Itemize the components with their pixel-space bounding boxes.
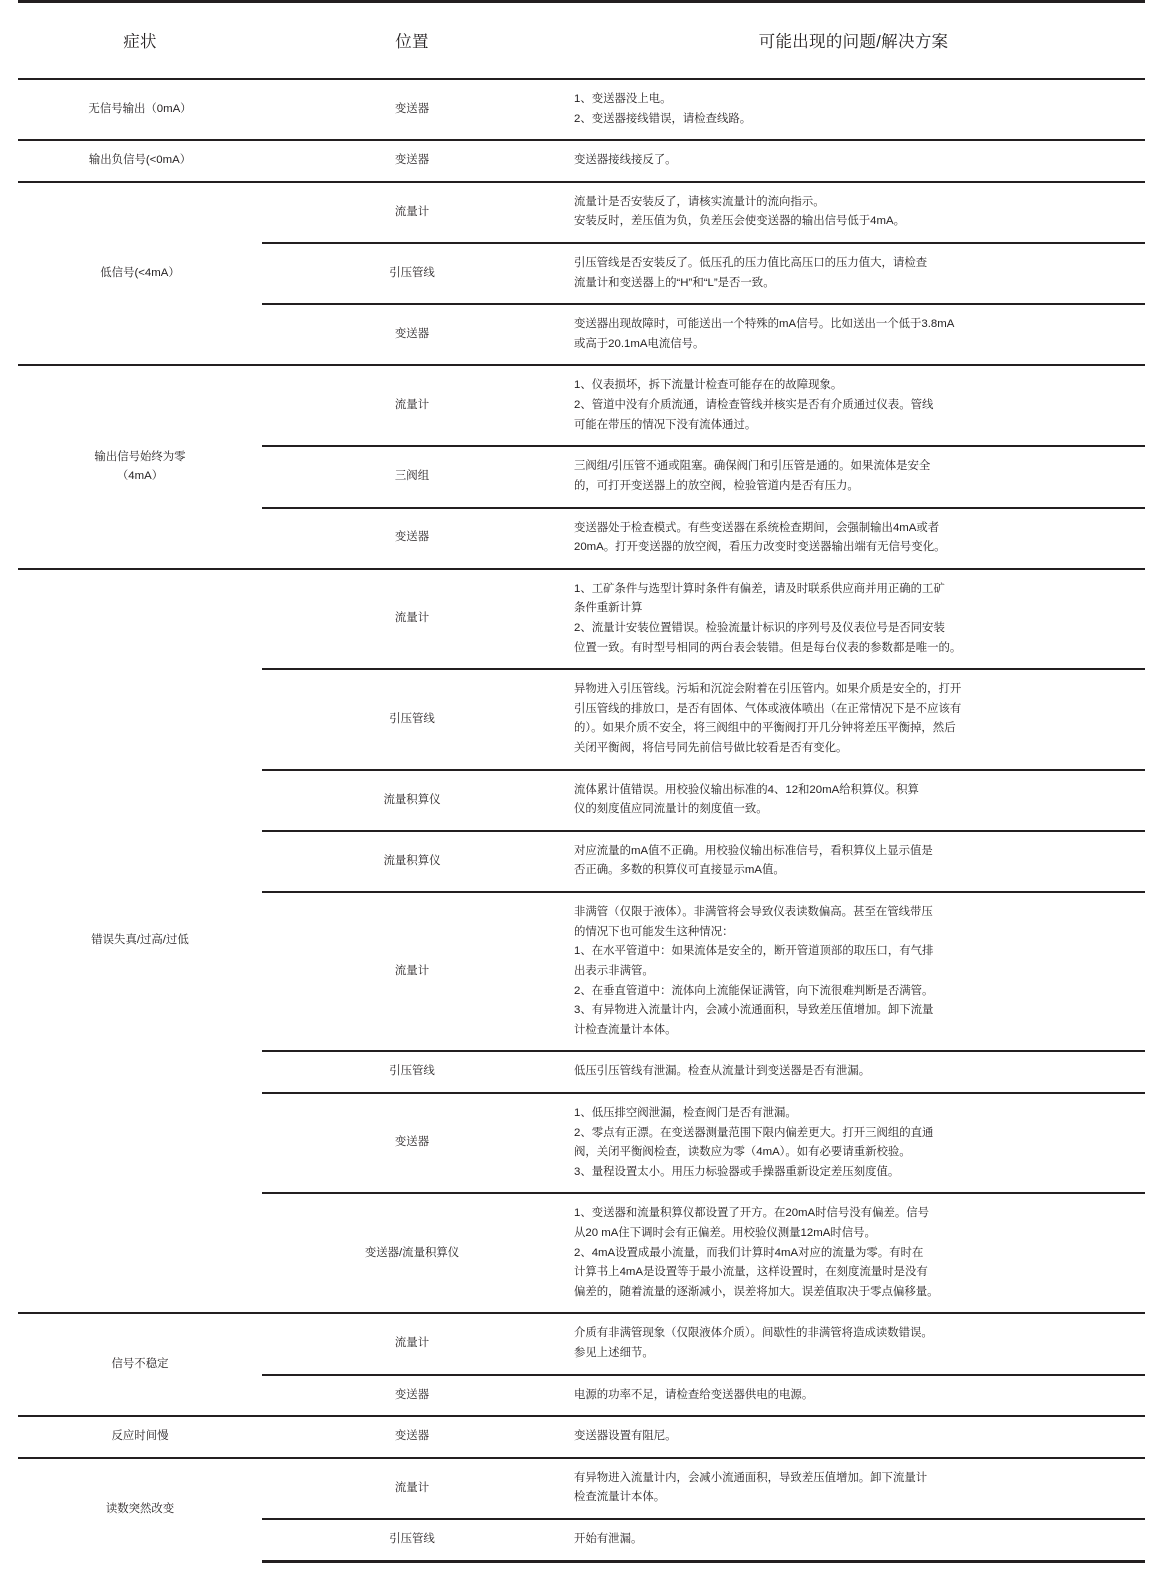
solution-line: 变送器出现故障时，可能送出一个特殊的mA信号。比如送出一个低于3.8mA	[574, 318, 955, 331]
solution-line: 条件重新计算	[574, 602, 643, 615]
solution-line: 非满管（仅限于液体）。非满管将会导致仪表读数偏高。甚至在管线带压	[574, 906, 933, 919]
solution-line: 计检查流量计本体。	[574, 1023, 677, 1036]
symptom-cell	[18, 365, 262, 568]
solution-cell	[562, 446, 1145, 507]
solution-cell	[562, 569, 1145, 669]
table-row	[18, 1313, 1145, 1374]
location-cell: 流量计	[262, 1458, 562, 1519]
solution-line: 引压管线是否安装反了。低压孔的压力值比高压口的压力值大，请检查	[574, 257, 928, 270]
location-cell: 变送器	[262, 1093, 562, 1193]
solution-line: 2、流量计安装位置错误。检验流量计标识的序列号及仪表位号是否同安装	[574, 621, 945, 634]
solution-line: 安装反时，差压值为负，负差压会使变送器的输出信号低于4mA。	[574, 215, 905, 228]
location-cell: 三阀组	[262, 446, 562, 507]
solution-line: 引压管线的排放口，是否有固体、气体或液体喷出（在正常情况下是不应该有	[574, 702, 962, 715]
solution-cell	[562, 243, 1145, 304]
symptom-line: 输出信号始终为零	[94, 450, 186, 463]
table-row	[18, 365, 1145, 446]
solution-cell	[562, 892, 1145, 1051]
location-cell: 流量计	[262, 1313, 562, 1374]
solution-line: 变送器接线接反了。	[574, 154, 677, 167]
solution-line: 检查流量计本体。	[574, 1491, 666, 1504]
symptom-line: 低信号(<4mA）	[100, 266, 180, 279]
solution-cell	[562, 770, 1145, 831]
location-cell: 引压管线	[262, 669, 562, 769]
solution-line: 2、变送器接线错误，请检查线路。	[574, 112, 752, 125]
solution-line: 有异物进入流量计内，会减小流通面积，导致差压值增加。卸下流量计	[574, 1471, 928, 1484]
solution-line: 2、管道中没有介质流通，请检查管线并核实是否有介质通过仪表。管线	[574, 399, 934, 412]
location-cell: 引压管线	[262, 243, 562, 304]
solution-line: 否正确。多数的积算仪可直接显示mA值。	[574, 864, 785, 877]
solution-line: 从20 mA住下调时会有正偏差。用校验仪测量12mA时信号。	[574, 1226, 876, 1239]
solution-line: 流量计是否安装反了，请核实流量计的流向指示。	[574, 195, 825, 208]
location-cell: 引压管线	[262, 1051, 562, 1093]
solution-line: 1、仪表损坏，拆下流量计检查可能存在的故障现象。	[574, 379, 843, 392]
solution-line: 流量计和变送器上的“H”和“L”是否一致。	[574, 276, 775, 289]
solution-line: 2、在垂直管道中：流体向上流能保证满管，向下流很难判断是否满管。	[574, 984, 934, 997]
solution-cell	[562, 79, 1145, 140]
solution-line: 可能在带压的情况下没有流体通过。	[574, 418, 757, 431]
solution-line: 变送器处于检查模式。有些变送器在系统检查期间，会强制输出4mA或者	[574, 521, 940, 534]
solution-line: 三阀组/引压管不通或阻塞。确保阀门和引压管是通的。如果流体是安全	[574, 460, 931, 473]
location-cell: 流量计	[262, 892, 562, 1051]
solution-line: 的情况下也可能发生这种情况：	[574, 925, 734, 938]
symptom-line: 无信号输出（0mA）	[88, 102, 192, 115]
solution-cell	[562, 304, 1145, 365]
solution-line: 20mA。打开变送器的放空阀，看压力改变时变送器输出端有无信号变化。	[574, 541, 946, 554]
table-header	[18, 2, 1145, 80]
symptom-line: 错误失真/过高/过低	[91, 934, 189, 947]
solution-line: 或高于20.1mA电流信号。	[574, 337, 705, 350]
solution-cell	[562, 1519, 1145, 1561]
table-row	[18, 79, 1145, 140]
troubleshooting-table	[18, 0, 1145, 1563]
symptom-cell	[18, 1416, 262, 1458]
solution-cell	[562, 365, 1145, 446]
table-row	[18, 1416, 1145, 1458]
location-cell: 流量计	[262, 182, 562, 243]
solution-line: 对应流量的mA值不正确。用校验仪输出标准信号，看积算仪上显示值是	[574, 844, 933, 857]
solution-line: 计算书上4mA是设置等于最小流量，这样设置时，在刻度流量时是没有	[574, 1266, 928, 1279]
location-cell: 变送器	[262, 1375, 562, 1417]
location-cell: 变送器	[262, 140, 562, 182]
location-cell: 流量计	[262, 365, 562, 446]
solution-line: 3、量程设置太小。用压力标验器或手操器重新设定差压刻度值。	[574, 1165, 900, 1178]
solution-cell	[562, 182, 1145, 243]
solution-line: 偏差的，随着流量的逐渐减小，误差将加大。误差值取决于零点偏移量。	[574, 1285, 939, 1298]
solution-line: 位置一致。有时型号相同的两台表会装错。但是每台仪表的参数都是唯一的。	[574, 641, 962, 654]
solution-line: 阀，关闭平衡阀检查，读数应为零（4mA）。如有必要请重新校验。	[574, 1146, 911, 1159]
symptom-line: 反应时间慢	[111, 1430, 169, 1443]
table-header-row	[18, 2, 1145, 80]
location-cell: 变送器	[262, 304, 562, 365]
symptom-cell	[18, 79, 262, 140]
location-cell: 流量积算仪	[262, 831, 562, 892]
solution-line: 1、工矿条件与选型计算时条件有偏差，请及时联系供应商并用正确的工矿	[574, 582, 945, 595]
solution-line: 1、变送器没上电。	[574, 93, 672, 105]
solution-line: 的，可打开变送器上的放空阀，检验管道内是否有压力。	[574, 479, 859, 492]
solution-line: 异物进入引压管线。污垢和沉淀会附着在引压管内。如果介质是安全的，打开	[574, 683, 962, 696]
column-header-location: 位置	[262, 2, 562, 80]
solution-line: 的）。如果介质不安全，将三阀组中的平衡阀打开几分钟将差压平衡掉，然后	[574, 722, 956, 735]
solution-line: 1、低压排空阀泄漏，检查阀门是否有泄漏。	[574, 1106, 797, 1119]
table-row	[18, 569, 1145, 669]
solution-line: 变送器设置有阻尼。	[574, 1430, 677, 1443]
solution-cell	[562, 1313, 1145, 1374]
location-cell: 流量积算仪	[262, 770, 562, 831]
solution-line: 参见上述细节。	[574, 1347, 654, 1360]
solution-cell	[562, 1416, 1145, 1458]
table-body	[18, 79, 1145, 1561]
location-cell: 变送器	[262, 508, 562, 569]
solution-cell	[562, 1093, 1145, 1193]
solution-line: 低压引压管线有泄漏。检查从流量计到变送器是否有泄漏。	[574, 1065, 871, 1078]
solution-line: 1、变送器和流量积算仪都设置了开方。在20mA时信号没有偏差。信号	[574, 1207, 930, 1220]
solution-line: 1、在水平管道中：如果流体是安全的，断开管道顶部的取压口，有气排	[574, 945, 934, 958]
column-header-solution: 可能出现的问题/解决方案	[562, 2, 1145, 80]
solution-cell	[562, 1458, 1145, 1519]
symptom-line: （4mA）	[116, 470, 164, 483]
solution-line: 介质有非满管现象（仅限液体介质）。间歇性的非满管将造成读数错误。	[574, 1327, 933, 1340]
location-cell: 流量计	[262, 569, 562, 669]
solution-cell	[562, 1193, 1145, 1313]
solution-cell	[562, 831, 1145, 892]
solution-cell	[562, 508, 1145, 569]
column-header-symptom: 症状	[18, 2, 262, 80]
table-row	[18, 140, 1145, 182]
solution-line: 出表示非满管。	[574, 964, 654, 977]
symptom-cell	[18, 1458, 262, 1561]
solution-line: 流体累计值错误。用校验仪输出标准的4、12和20mA给积算仪。积算	[574, 783, 919, 796]
solution-line: 3、有异物进入流量计内，会减小流通面积，导致差压值增加。卸下流量	[574, 1004, 934, 1017]
symptom-cell	[18, 140, 262, 182]
location-cell: 变送器	[262, 79, 562, 140]
solution-line: 2、零点有正漂。在变送器测量范围下限内偏差更大。打开三阀组的直通	[574, 1126, 934, 1139]
table-row	[18, 182, 1145, 243]
solution-line: 2、4mA设置成最小流量，而我们计算时4mA对应的流量为零。有时在	[574, 1246, 924, 1259]
symptom-line: 读数突然改变	[105, 1503, 175, 1516]
solution-cell	[562, 1051, 1145, 1093]
location-cell: 变送器/流量积算仪	[262, 1193, 562, 1313]
solution-cell	[562, 1375, 1145, 1417]
solution-line: 关闭平衡阀，将信号同先前信号做比较看是否有变化。	[574, 742, 848, 755]
solution-line: 仪的刻度值应同流量计的刻度值一致。	[574, 803, 768, 816]
solution-line: 开始有泄漏。	[574, 1533, 643, 1546]
solution-cell	[562, 669, 1145, 769]
solution-cell	[562, 140, 1145, 182]
table-row	[18, 1458, 1145, 1519]
symptom-line: 信号不稳定	[111, 1358, 169, 1371]
location-cell: 引压管线	[262, 1519, 562, 1561]
symptom-cell	[18, 569, 262, 1314]
symptom-cell	[18, 182, 262, 366]
symptom-line: 输出负信号(<0mA）	[88, 154, 192, 167]
symptom-cell	[18, 1313, 262, 1416]
solution-line: 电源的功率不足，请检查给变送器供电的电源。	[574, 1388, 814, 1401]
location-cell: 变送器	[262, 1416, 562, 1458]
